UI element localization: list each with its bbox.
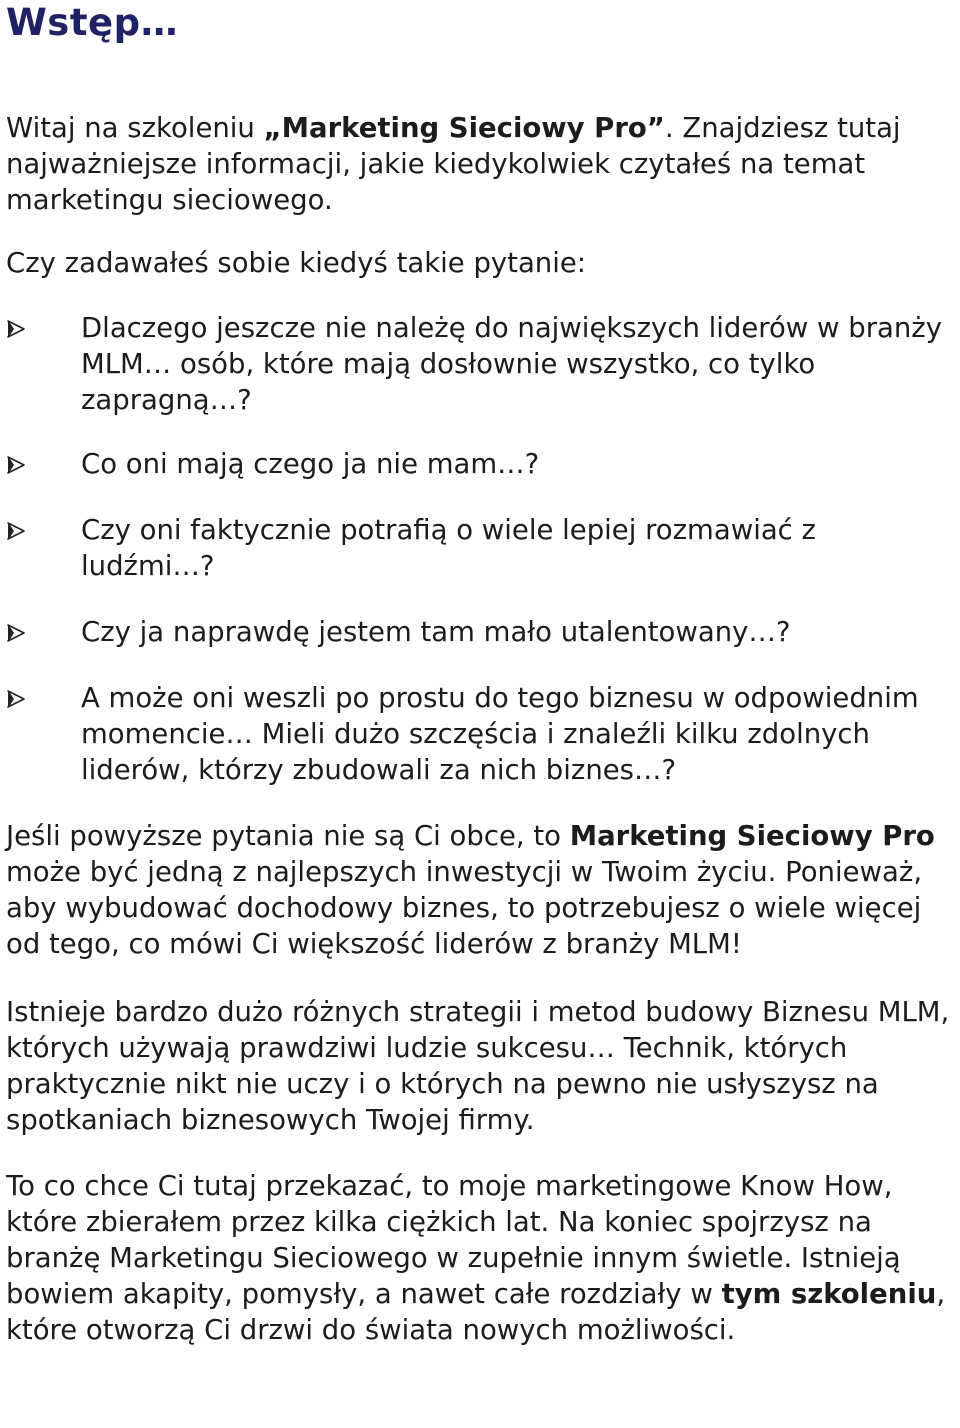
document-page — [6, 0, 956, 1348]
why-text-2: może być jedną z najlepszych inwestycji w Twoim życiu. Ponieważ, aby wybudować dochodowy biznes, to potrzebujesz o wiele więcej od tego, co mówi Ci większość liderów z branży MLM! — [6, 856, 923, 960]
question-list — [6, 310, 956, 788]
arrow-bullet-icon — [6, 455, 26, 475]
why-paragraph — [6, 818, 956, 962]
list-item — [6, 680, 956, 788]
list-item — [6, 614, 956, 650]
question-paragraph: Czy zadawałeś sobie kiedyś takie pytanie: — [6, 247, 587, 279]
knowhow-text-1: To co chce Ci tutaj przekazać, to moje marketingowe Know How, które zbierałem przez kilka ciężkich lat. Na koniec spojrzysz na branżę Marketingu Sieciowego w zupełnie innym świetle. Istnieją bowiem akapity, pomysły, a nawet całe rozdziały w — [6, 1170, 901, 1310]
arrow-bullet-icon — [6, 521, 26, 541]
list-item-text: A może oni weszli po prostu do tego biznesu w odpowiednim momencie… Mieli dużo szczęścia i znaleźli kilku zdolnych liderów, którzy zbudowali za nich biznes…? — [81, 682, 919, 786]
list-item-text: Dlaczego jeszcze nie należę do największych liderów w branży MLM… osób, które mają dosłownie wszystko, co tylko zapragną…? — [81, 312, 943, 416]
why-course-name: Marketing Sieciowy Pro — [569, 820, 935, 852]
intro-paragraph — [6, 110, 956, 218]
knowhow-text-2: , które otworzą Ci drzwi do świata nowych możliwości. — [6, 1278, 946, 1346]
why-text-1: Jeśli powyższe pytania nie są Ci obce, to — [6, 820, 570, 852]
list-item-text: Czy ja naprawdę jestem tam mało utalentowany…? — [81, 616, 791, 648]
list-item — [6, 446, 956, 482]
arrow-bullet-icon — [6, 689, 26, 709]
arrow-bullet-icon — [6, 623, 26, 643]
strategies-paragraph: Istnieje bardzo dużo różnych strategii i metod budowy Biznesu MLM, których używają prawdziwi ludzie sukcesu… Technik, których praktycznie nikt nie uczy i o których na pewno nie usłyszysz na spotkaniach biznesowych Twojej firmy. — [6, 996, 950, 1136]
list-item — [6, 512, 956, 584]
list-item — [6, 310, 956, 418]
knowhow-bold: tym szkoleniu — [721, 1278, 937, 1310]
intro-course-name: „Marketing Sieciowy Pro” — [263, 112, 665, 144]
arrow-bullet-icon — [6, 319, 26, 339]
intro-text-1: Witaj na szkoleniu — [6, 112, 264, 144]
list-item-text: Co oni mają czego ja nie mam…? — [81, 448, 540, 480]
page-title: Wstęp… — [6, 1, 179, 44]
knowhow-paragraph — [6, 1168, 956, 1348]
intro-text-2: . Znajdziesz tutaj najważniejsze informacji, jakie kiedykolwiek czytałeś na temat marketingu sieciowego. — [6, 112, 901, 216]
list-item-text: Czy oni faktycznie potrafią o wiele lepiej rozmawiać z ludźmi…? — [81, 514, 816, 582]
